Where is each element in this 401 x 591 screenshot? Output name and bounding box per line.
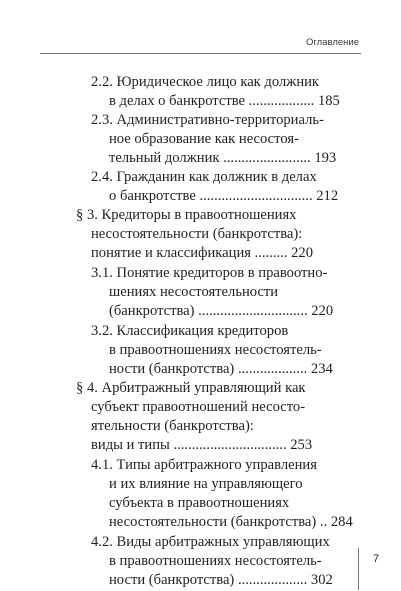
toc-entry-3-2: 3.2. Классификация кредиторов <box>91 323 289 339</box>
toc-entry-2-4-cont: о банкротстве ............................... 212 <box>109 188 339 204</box>
footer-rule <box>358 548 359 590</box>
header-rule <box>40 53 361 54</box>
toc-entry-4-2: 4.2. Виды арбитражных управляющих <box>91 534 330 550</box>
toc-entry-2-2: 2.2. Юридическое лицо как должник <box>91 74 320 90</box>
toc-entry-3-2-cont: в правоотношениях несостоятель- <box>109 342 322 358</box>
toc-entry-2-3-cont: ное образование как несостоя- <box>109 131 299 147</box>
running-header: Оглавление <box>306 37 359 48</box>
toc-entry-section-4-cont: виды и типы ............................... 253 <box>91 437 313 453</box>
toc-entry-3-2-cont: ности (банкротства) ................... 234 <box>109 361 333 377</box>
toc-entry-3-1: 3.1. Понятие кредиторов в правоотно- <box>91 265 328 281</box>
toc-entry-3-1-cont: шениях несостоятельности <box>109 284 279 300</box>
toc-entry-4-1-cont: субъекта в правоотношениях <box>109 495 290 511</box>
toc-entry-2-3-cont: тельный должник ........................ 193 <box>109 150 337 166</box>
toc-entry-4-2-cont: ности (банкротства) ................... 302 <box>109 572 333 588</box>
toc-entry-section-4: § 4. Арбитражный управляющий как <box>76 380 306 396</box>
toc-entry-4-1-cont: и их влияние на управляющего <box>109 476 303 492</box>
toc-entry-4-2-cont: в правоотношениях несостоятель- <box>109 553 322 569</box>
toc-entry-4-1-cont: несостоятельности (банкротства) .. 284 <box>109 514 353 530</box>
toc-entry-section-4-cont: ятельности (банкротства): <box>91 418 254 434</box>
toc-entry-section-3-cont: несостоятельности (банкротства): <box>91 226 303 242</box>
toc-entry-2-2-cont: в делах о банкротстве .................. 185 <box>109 93 340 109</box>
toc-entry-4-1: 4.1. Типы арбитражного управления <box>91 457 317 473</box>
page-number: 7 <box>373 553 380 565</box>
toc-entry-3-1-cont: (банкротства) .............................. 220 <box>109 303 334 319</box>
toc-entry-2-4: 2.4. Гражданин как должник в делах <box>91 169 317 185</box>
toc-entry-section-3-cont: понятие и классификация ......... 220 <box>91 245 313 261</box>
toc-entry-2-3: 2.3. Административно-территориаль- <box>91 112 324 128</box>
toc-entry-section-3: § 3. Кредиторы в правоотношениях <box>76 207 297 223</box>
toc-entry-section-4-cont: субъект правоотношений несосто- <box>91 399 306 415</box>
